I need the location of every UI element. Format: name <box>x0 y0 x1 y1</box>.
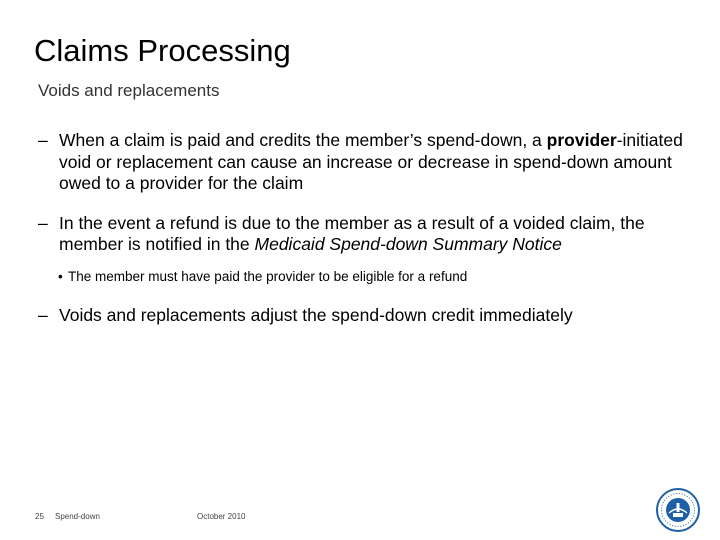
sub-bullet-dot: • <box>58 268 63 284</box>
footer-date: October 2010 <box>197 512 246 521</box>
bullet-bold-text: provider <box>546 130 617 150</box>
sub-bullet-item <box>38 268 688 285</box>
dhs-seal-icon <box>655 487 701 533</box>
footer-section: Spend-down <box>55 512 100 521</box>
footer-page-number: 25 <box>35 512 44 521</box>
bullet-dash: – <box>38 212 48 233</box>
slide-subtitle: Voids and replacements <box>38 81 220 100</box>
bullet-text: -initiated void or replacement can cause an increase or decrease in spend-down amount owed to a provider for the claim <box>59 130 683 193</box>
bullet-text: Voids and replacements adjust the spend-down credit immediately <box>59 304 573 325</box>
bullet-text: In the event a refund is due to the member as a result of a voided claim, the member is notified in the <box>59 212 645 254</box>
slide-body <box>38 130 688 326</box>
slide-title: Claims Processing <box>34 33 291 68</box>
bullet-dash: – <box>38 130 48 150</box>
bullet-italic-text: Medicaid Spend-down Summary Notice <box>254 234 562 254</box>
bullet-item <box>38 130 688 195</box>
bullet-dash: – <box>38 304 48 325</box>
sub-bullet-text: The member must have paid the provider to be eligible for a refund <box>68 268 468 284</box>
bullet-item <box>38 305 688 327</box>
bullet-text: When a claim is paid and credits the member’s spend-down, a <box>59 130 547 150</box>
bullet-item <box>38 213 688 256</box>
